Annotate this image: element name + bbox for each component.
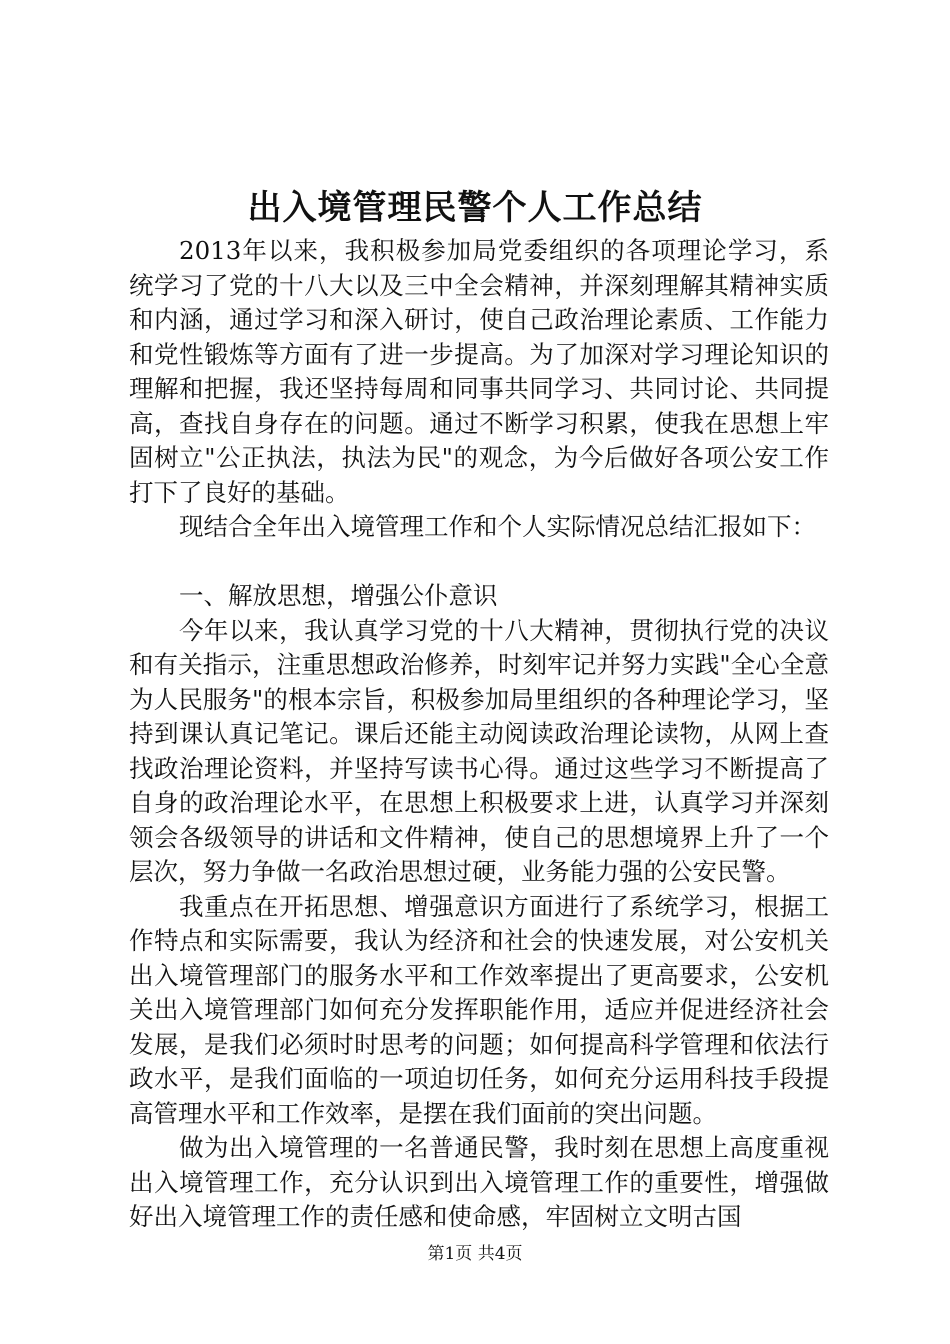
- paragraph-intro: 2013年以来，我积极参加局党委组织的各项理论学习，系统学习了党的十八大以及三中全会精神，并深刻理解其精神实质和内涵，通过学习和深入研讨，使自己政治理论素质、工作能力和党性锻炼等方面有了进一步提高。为了加深对学习理论知识的理解和把握，我还坚持每周和同事共同学习、共同讨论、共同提高，查找自身存在的问题。通过不断学习积累，使我在思想上牢固树立"公正执法，执法为民"的观念，为今后做好各项公安工作打下了良好的基础。: [129, 236, 829, 507]
- document-body: [129, 234, 829, 1235]
- blank-line: [129, 545, 829, 580]
- section-heading-1: 一、解放思想，增强公仆意识: [179, 581, 498, 610]
- page-footer: 第1页 共4页: [427, 1244, 523, 1264]
- paragraph-focus: 我重点在开拓思想、增强意识方面进行了系统学习，根据工作特点和实际需要，我认为经济和社会的快速发展，对公安机关出入境管理部门的服务水平和工作效率提出了更高要求，公安机关出入境管理部门如何充分发挥职能作用，适应并促进经济社会发展，是我们必须时时思考的问题；如何提高科学管理和依法行政水平，是我们面临的一项迫切任务，如何充分运用科技手段提高管理水平和工作效率，是摆在我们面前的突出问题。: [129, 891, 829, 1128]
- paragraph-study: 今年以来，我认真学习党的十八大精神，贯彻执行党的决议和有关指示，注重思想政治修养，时刻牢记并努力实践"全心全意为人民服务"的根本宗旨，积极参加局里组织的各种理论学习，坚持到课认真记笔记。课后还能主动阅读政治理论读物，从网上查找政治理论资料，并坚持写读书心得。通过这些学习不断提高了自身的政治理论水平，在思想上积极要求上进，认真学习并深刻领会各级领导的讲话和文件精神，使自己的思想境界上升了一个层次，努力争做一名政治思想过硬，业务能力强的公安民警。: [129, 615, 829, 886]
- paragraph-summary-lead: 现结合全年出入境管理工作和个人实际情况总结汇报如下：: [179, 512, 816, 541]
- paragraph-duty: 做为出入境管理的一名普通民警，我时刻在思想上高度重视出入境管理工作，充分认识到出入境管理工作的重要性，增强做好出入境管理工作的责任感和使命感，牢固树立文明古国: [129, 1133, 829, 1231]
- document-title: 出入境管理民警个人工作总结: [247, 188, 703, 228]
